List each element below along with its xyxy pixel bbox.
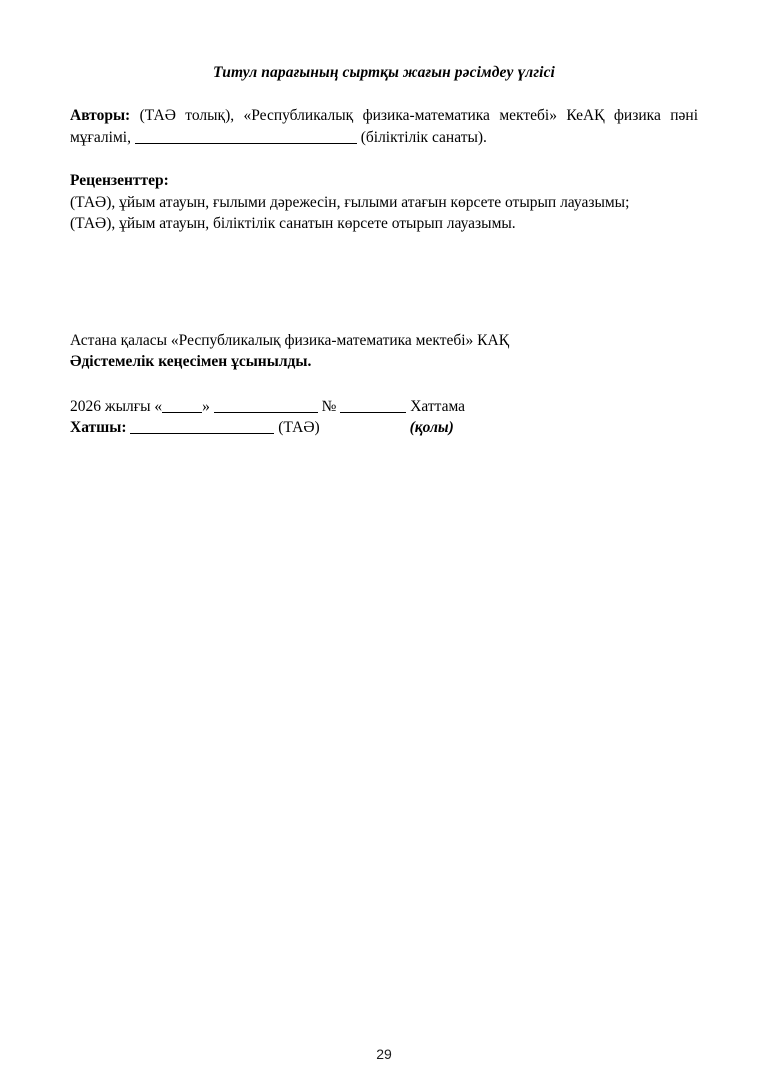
secretary-label: Хатшы: — [70, 419, 127, 437]
document-content — [70, 0, 698, 439]
approval-recommended-by: Әдістемелік кеңесімен ұсынылды. — [70, 353, 312, 371]
reviewer-entry-1: (ТАӘ), ұйым атауын, ғылыми дәрежесін, ғылыми атағын көрсете отырып лауазымы; — [70, 193, 630, 211]
protocol-year: 2026 — [70, 397, 101, 415]
protocol-year-word: жылғы — [104, 397, 151, 415]
secretary-name-blank[interactable] — [130, 420, 274, 434]
protocol-quote-close: » — [202, 397, 210, 415]
secretary-name-hint: (ТАӘ) — [278, 419, 320, 437]
protocol-line — [70, 396, 698, 418]
reviewer-entry-2: (ТАӘ), ұйым атауын, біліктілік санатын көрсете отырып лауазымы. — [70, 215, 516, 233]
protocol-day-blank[interactable] — [162, 399, 202, 413]
authors-text-part2: (біліктілік санаты). — [360, 128, 487, 146]
page-number: 29 — [376, 1046, 392, 1062]
protocol-word: Хаттама — [410, 397, 466, 415]
protocol-quote-open: « — [154, 397, 163, 415]
protocol-month-blank[interactable] — [214, 399, 318, 413]
authors-qualification-blank[interactable] — [135, 130, 357, 144]
reviewers-heading: Рецензенттер: — [70, 172, 169, 190]
secretary-line — [70, 417, 698, 439]
authors-label: Авторы: — [70, 107, 131, 125]
page-title: Титул парағының сыртқы жағын рәсімдеу үлгісі — [213, 64, 555, 81]
protocol-number-sign: № — [321, 397, 337, 415]
secretary-signature-hint: (қолы) — [409, 419, 454, 437]
approval-organization: Астана қаласы «Республикалық физика-математика мектебі» КАҚ — [70, 331, 510, 349]
authors-paragraph — [70, 105, 698, 148]
protocol-number-blank[interactable] — [340, 399, 406, 413]
authors-text-part1: (ТАӘ толық), «Республикалық физика-математика мектебі» КеАҚ физика пәні мұғалімі, — [70, 107, 698, 146]
